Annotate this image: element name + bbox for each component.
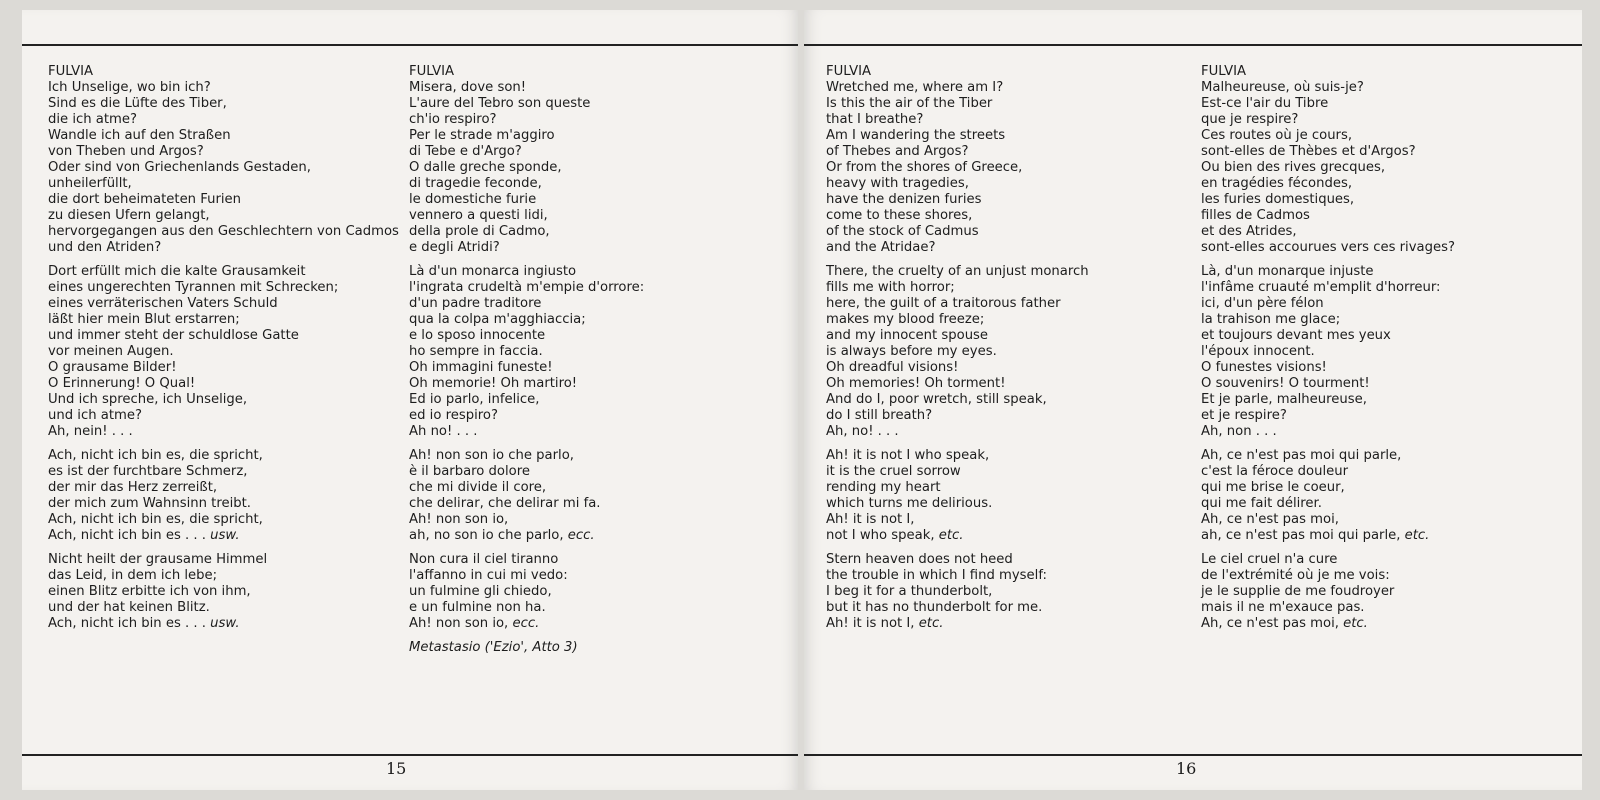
italian-column (409, 64, 644, 656)
verse-line: eines ungerechten Tyrannen mit Schrecken; (48, 280, 339, 295)
verse-line: Misera, dove son! (409, 80, 527, 95)
verse-line: I beg it for a thunderbolt, (826, 584, 993, 599)
ending-text: Ah! it is not I, (826, 616, 919, 631)
verse-line: do I still breath? (826, 408, 933, 423)
verse-line: de l'extrémité où je me vois: (1201, 568, 1390, 583)
verse-line: Et je parle, malheureuse, (1201, 392, 1367, 407)
ending-abbrev: etc. (918, 616, 944, 631)
verse-line: Or from the shores of Greece, (826, 160, 1023, 175)
verse-line: O grausame Bilder! (48, 360, 177, 375)
verse-line: Ah, ce n'est pas moi, (1201, 512, 1339, 527)
right-page (804, 10, 1582, 790)
verse-line: Non cura il ciel tiranno (409, 552, 559, 567)
verse-line: l'époux innocent. (1201, 344, 1315, 359)
verse-line: und ich atme? (48, 408, 142, 423)
verse-line: è il barbaro dolore (409, 464, 530, 479)
stanza (48, 552, 399, 632)
verse-line: eines verräterischen Vaters Schuld (48, 296, 278, 311)
verse-line: e degli Atridi? (409, 240, 500, 255)
verse-line-ending (826, 616, 1089, 632)
verse-line: es ist der furchtbare Schmerz, (48, 464, 248, 479)
verse-line: die dort beheimateten Furien (48, 192, 242, 207)
source-credit: Metastasio ('Ezio', Atto 3) (409, 640, 578, 655)
verse-line: Ah, no! . . . (826, 424, 899, 439)
verse-line: della prole di Cadmo, (409, 224, 550, 239)
verse-line: l'affanno in cui mi vedo: (409, 568, 568, 583)
verse-line: rending my heart (826, 480, 941, 495)
verse-line-ending (1201, 616, 1455, 632)
verse-line: L'aure del Tebro son queste (409, 96, 591, 111)
stanza (1201, 448, 1455, 544)
verse-line: Per le strade m'aggiro (409, 128, 555, 143)
verse-line: unheilerfüllt, (48, 176, 132, 191)
speaker-name: FULVIA (409, 64, 455, 79)
verse-line: Ed io parlo, infelice, (409, 392, 540, 407)
stanza (48, 264, 399, 440)
verse-line: la trahison me glace; (1201, 312, 1341, 327)
top-rule (22, 44, 798, 46)
verse-line: And do I, poor wretch, still speak, (826, 392, 1047, 407)
stanza (826, 448, 1089, 544)
bottom-rule (804, 754, 1582, 756)
verse-line: che mi divide il core, (409, 480, 547, 495)
stanza (826, 80, 1089, 256)
verse-line: Oh memorie! Oh martiro! (409, 376, 578, 391)
verse-line: der mich zum Wahnsinn treibt. (48, 496, 251, 511)
verse-line: und den Atriden? (48, 240, 162, 255)
verse-line: Wretched me, where am I? (826, 80, 1004, 95)
verse-line: di tragedie feconde, (409, 176, 542, 191)
verse-line: Sind es die Lüfte des Tiber, (48, 96, 227, 111)
verse-line: qui me fait délirer. (1201, 496, 1322, 511)
stanza (409, 80, 644, 256)
verse-line: ho sempre in faccia. (409, 344, 543, 359)
verse-line: Ah no! . . . (409, 424, 478, 439)
stanza (409, 264, 644, 440)
verse-line: Oder sind von Griechenlands Gestaden, (48, 160, 311, 175)
verse-line: Am I wandering the streets (826, 128, 1006, 143)
verse-line-ending (826, 528, 1089, 544)
bottom-rule (22, 754, 798, 756)
verse-line: c'est la féroce douleur (1201, 464, 1349, 479)
verse-line-ending (48, 528, 399, 544)
verse-line: l'ingrata crudeltà m'empie d'orrore: (409, 280, 645, 295)
verse-line: Est-ce l'air du Tibre (1201, 96, 1329, 111)
verse-line: it is the cruel sorrow (826, 464, 961, 479)
ending-abbrev: etc. (1343, 616, 1368, 631)
verse-line: Ou bien des rives grecques, (1201, 160, 1386, 175)
verse-line: die ich atme? (48, 112, 138, 127)
ending-abbrev: usw. (210, 616, 240, 631)
verse-line: Là, d'un monarque injuste (1201, 264, 1374, 279)
verse-line-ending (1201, 528, 1455, 544)
verse-line: of Thebes and Argos? (826, 144, 969, 159)
verse-line: the trouble in which I find myself: (826, 568, 1047, 583)
verse-line: Ah! it is not I, (826, 512, 915, 527)
verse-line: d'un padre traditore (409, 296, 542, 311)
verse-line: There, the cruelty of an unjust monarch (826, 264, 1089, 279)
verse-line: Ah, non . . . (1201, 424, 1277, 439)
verse-line: Ah! non son io, (409, 512, 509, 527)
verse-line: Stern heaven does not heed (826, 552, 1013, 567)
ending-text: ah, no son io che parlo, (409, 528, 568, 543)
verse-line: Und ich spreche, ich Unselige, (48, 392, 248, 407)
verse-line: of the stock of Cadmus (826, 224, 979, 239)
stanza (48, 80, 399, 256)
stanza (1201, 264, 1455, 440)
verse-line: un fulmine gli chiedo, (409, 584, 552, 599)
german-column (48, 64, 399, 640)
verse-line: einen Blitz erbitte ich von ihm, (48, 584, 251, 599)
verse-line: sont-elles accourues vers ces rivages? (1201, 240, 1455, 255)
verse-line: Dort erfüllt mich die kalte Grausamkeit (48, 264, 306, 279)
verse-line: and the Atridae? (826, 240, 936, 255)
verse-line: Ah! it is not I who speak, (826, 448, 990, 463)
verse-line: Wandle ich auf den Straßen (48, 128, 231, 143)
verse-line: und der hat keinen Blitz. (48, 600, 210, 615)
verse-line: Oh dreadful visions! (826, 360, 959, 375)
ending-text: Ah, ce n'est pas moi, (1201, 616, 1344, 631)
verse-line: have the denizen furies (826, 192, 982, 207)
verse-line: Nicht heilt der grausame Himmel (48, 552, 268, 567)
verse-line: das Leid, in dem ich lebe; (48, 568, 218, 583)
ending-text: not I who speak, (826, 528, 939, 543)
verse-line-ending (48, 616, 399, 632)
top-rule (804, 44, 1582, 46)
verse-line: ed io respiro? (409, 408, 498, 423)
verse-line: je le supplie de me foudroyer (1201, 584, 1395, 599)
ending-abbrev: ecc. (567, 528, 595, 543)
verse-line: ici, d'un père félon (1201, 296, 1324, 311)
verse-line: mais il ne m'exauce pas. (1201, 600, 1365, 615)
verse-line: Là d'un monarca ingiusto (409, 264, 577, 279)
ending-abbrev: etc. (938, 528, 964, 543)
verse-line: le domestiche furie (409, 192, 537, 207)
verse-line: und immer steht der schuldlose Gatte (48, 328, 299, 343)
verse-line: sont-elles de Thèbes et d'Argos? (1201, 144, 1416, 159)
verse-line: but it has no thunderbolt for me. (826, 600, 1043, 615)
verse-line: Is this the air of the Tiber (826, 96, 993, 111)
stanza (826, 552, 1089, 632)
verse-line: che delirar, che delirar mi fa. (409, 496, 601, 511)
verse-line: Ah! non son io che parlo, (409, 448, 574, 463)
verse-line: Oh immagini funeste! (409, 360, 553, 375)
verse-line: e lo sposo innocente (409, 328, 546, 343)
verse-line: O dalle greche sponde, (409, 160, 562, 175)
verse-line: which turns me delirious. (826, 496, 993, 511)
verse-line: que je respire? (1201, 112, 1299, 127)
ending-text: Ach, nicht ich bin es . . . (48, 528, 211, 543)
stanza (48, 448, 399, 544)
verse-line: is always before my eyes. (826, 344, 997, 359)
verse-line: läßt hier mein Blut erstarren; (48, 312, 240, 327)
stanza (1201, 552, 1455, 632)
verse-line: Ach, nicht ich bin es, die spricht, (48, 512, 263, 527)
verse-line: come to these shores, (826, 208, 973, 223)
speaker-name: FULVIA (48, 64, 94, 79)
verse-line: et des Atrides, (1201, 224, 1297, 239)
verse-line: e un fulmine non ha. (409, 600, 546, 615)
verse-line: les furies domestiques, (1201, 192, 1355, 207)
english-column (826, 64, 1089, 640)
speaker-name: FULVIA (1201, 64, 1247, 79)
ending-abbrev: ecc. (512, 616, 540, 631)
verse-line: zu diesen Ufern gelangt, (48, 208, 210, 223)
verse-line: vennero a questi lidi, (409, 208, 548, 223)
left-page (22, 10, 798, 790)
verse-line: and my innocent spouse (826, 328, 989, 343)
verse-line: O Erinnerung! O Qual! (48, 376, 196, 391)
ending-text: Ach, nicht ich bin es . . . (48, 616, 211, 631)
verse-line: l'infâme cruauté m'emplit d'horreur: (1201, 280, 1441, 295)
page-number: 16 (1176, 759, 1197, 778)
verse-line: et je respire? (1201, 408, 1287, 423)
verse-line: von Theben und Argos? (48, 144, 204, 159)
verse-line-ending (409, 528, 644, 544)
verse-line: Oh memories! Oh torment! (826, 376, 1006, 391)
verse-line: hervorgegangen aus den Geschlechtern von Cadmos (48, 224, 399, 239)
verse-line: der mir das Herz zerreißt, (48, 480, 218, 495)
verse-line: Malheureuse, où suis-je? (1201, 80, 1364, 95)
verse-line: vor meinen Augen. (48, 344, 174, 359)
verse-line: et toujours devant mes yeux (1201, 328, 1391, 343)
verse-line: O souvenirs! O tourment! (1201, 376, 1370, 391)
verse-line-ending (409, 616, 644, 632)
verse-line: Ces routes où je cours, (1201, 128, 1353, 143)
stanza (1201, 80, 1455, 256)
ending-text: Ah! non son io, (409, 616, 513, 631)
page-number: 15 (386, 759, 407, 778)
ending-text: ah, ce n'est pas moi qui parle, (1201, 528, 1405, 543)
verse-line: fills me with horror; (826, 280, 955, 295)
speaker-name: FULVIA (826, 64, 872, 79)
verse-line: qua la colpa m'agghiaccia; (409, 312, 586, 327)
ending-abbrev: etc. (1404, 528, 1430, 543)
verse-line: makes my blood freeze; (826, 312, 985, 327)
verse-line: Ah, nein! . . . (48, 424, 133, 439)
verse-line: di Tebe e d'Argo? (409, 144, 522, 159)
verse-line: Ich Unselige, wo bin ich? (48, 80, 211, 95)
verse-line: that I breathe? (826, 112, 924, 127)
verse-line: here, the guilt of a traitorous father (826, 296, 1061, 311)
stanza (409, 448, 644, 544)
verse-line: Ah, ce n'est pas moi qui parle, (1201, 448, 1402, 463)
verse-line: qui me brise le coeur, (1201, 480, 1345, 495)
ending-abbrev: usw. (210, 528, 240, 543)
verse-line: en tragédies fécondes, (1201, 176, 1353, 191)
verse-line: O funestes visions! (1201, 360, 1327, 375)
verse-line: heavy with tragedies, (826, 176, 969, 191)
stanza (826, 264, 1089, 440)
verse-line: filles de Cadmos (1201, 208, 1310, 223)
verse-line: Le ciel cruel n'a cure (1201, 552, 1338, 567)
french-column (1201, 64, 1455, 640)
verse-line: Ach, nicht ich bin es, die spricht, (48, 448, 263, 463)
stanza (409, 552, 644, 632)
verse-line: ch'io respiro? (409, 112, 497, 127)
